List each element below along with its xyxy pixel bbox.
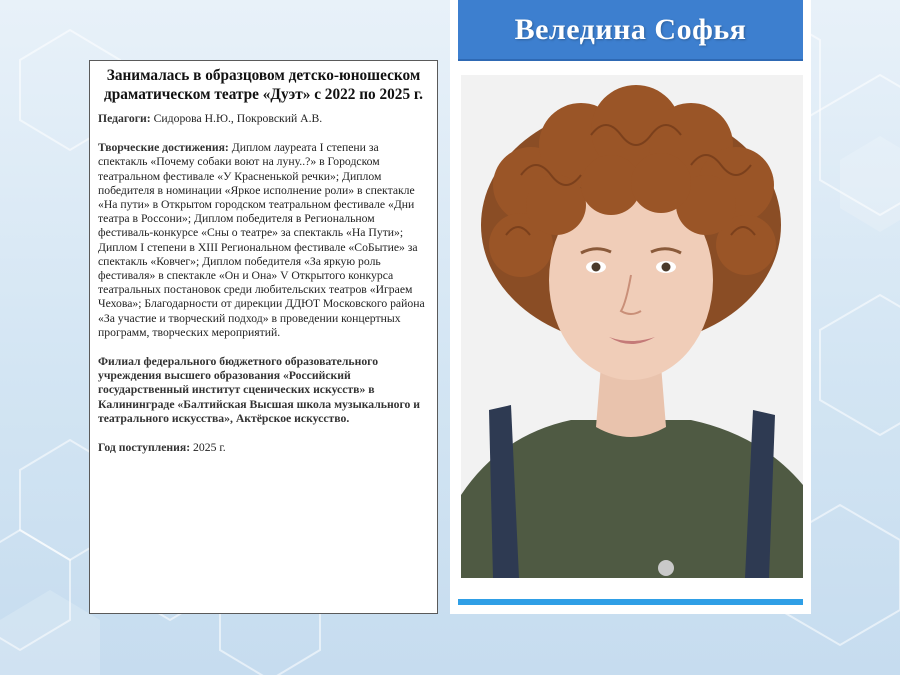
- achievements-label: Творческие достижения:: [98, 141, 229, 155]
- teachers-label: Педагоги:: [98, 112, 151, 125]
- portrait-illustration: [461, 75, 803, 578]
- portrait-photo: [461, 75, 803, 578]
- admission-line: [98, 441, 429, 455]
- institution-paragraph: [98, 355, 429, 426]
- teachers-value: Сидорова Н.Ю., Покровский А.В.: [150, 112, 323, 125]
- teachers-line: [98, 112, 429, 126]
- achievements-paragraph: [98, 141, 429, 340]
- biography-panel: [89, 60, 438, 614]
- admission-value: 2025 г.: [190, 441, 226, 455]
- admission-label: Год поступления:: [98, 441, 191, 455]
- footer-accent-bar: [458, 599, 803, 605]
- achievements-value: Диплом лауреата I степени за спектакль «Почему собаки воют на луну..?» в Городском театральном фестивале «У Красненькой речки»; Диплом победителя в номинации «Яркое исполнение роли» в спектакле «На пути» в Открытом городском театральном фестивале «Дни театра в Россони»; Диплом победителя в Региональном фестиваль-конкурсе «Сны о театре» за спектакль «На Пути»; Диплом I степени в XIII Региональном фестивале «СоБытие» за спектакль «Ковчег»; Диплом победителя «За яркую роль фестиваля» в спектакле «Он и Она» V Открытого конкурса театральных постановок среди любительских театров «Играем Чехова»; Благодарности от дирекции ДДЮТ Московского района «За участие и творческий подход» в проведении концертных программ, творческих мероприятий.: [98, 141, 425, 339]
- name-banner: [458, 0, 803, 61]
- person-name: Веледина Софья: [514, 12, 747, 46]
- panel-heading: Занималась в образцовом детско-юношеском драматическом театре «Дуэт» с 2022 по 2025 г.: [104, 67, 423, 103]
- institution-text: Филиал федерального бюджетного образовательного учреждения высшего образования «Российский государственный институт сценических искусств» в Калининграде «Балтийская Высшая школа музыкального и театрального искусства», Актёрское искусство.: [98, 355, 421, 425]
